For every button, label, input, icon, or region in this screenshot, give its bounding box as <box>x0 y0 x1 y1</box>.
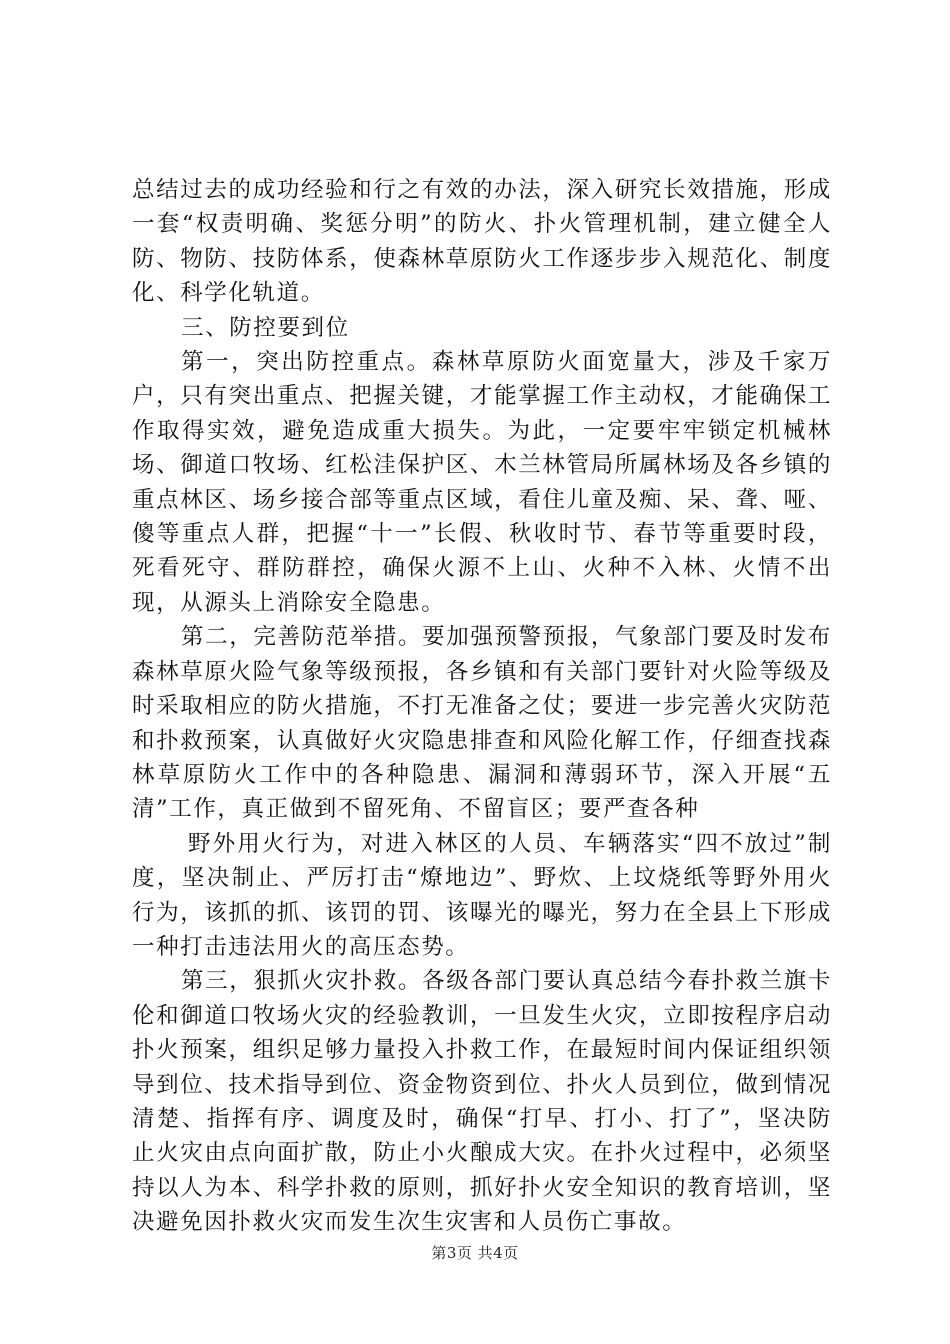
paragraph-continuation: 总结过去的成功经验和行之有效的办法，深入研究长效措施，形成一套“权责明确、奖惩分明”的防火、扑火管理机制，建立健全人防、物防、技防体系，使森林草原防火工作逐步步入规范化、制度化、科学化轨道。 <box>132 177 832 307</box>
paragraph-second-point: 第二，完善防范举措。要加强预警预报，气象部门要及时发布森林草原火险气象等级预报，各乡镇和有关部门要针对火险等级及时采取相应的防火措施，不打无准备之仗；要进一步完善火灾防范和扑救预案，认真做好火灾隐患排查和风险化解工作，仔细查找森林草原防火工作中的各种隐患、漏洞和薄弱环节，深入开展“五清”工作，真正做到不留死角、不留盲区；要严查各种 <box>132 624 832 823</box>
paragraph-outdoor-fire-use: 野外用火行为，对进入林区的人员、车辆落实“四不放过”制度，坚决制止、严厉打击“燎地边”、野炊、上坟烧纸等野外用火行为，该抓的抓、该罚的罚、该曝光的曝光，努力在全县上下形成一种打击违法用火的高压态势。 <box>132 830 832 960</box>
page-footer: 第3页 共4页 <box>431 1244 519 1262</box>
paragraph-first-point: 第一，突出防控重点。森林草原防火面宽量大，涉及千家万户，只有突出重点、把握关键，才能掌握工作主动权，才能确保工作取得实效，避免造成重大损失。为此，一定要牢牢锁定机械林场、御道口牧场、红松洼保护区、木兰林管局所属林场及各乡镇的重点林区、场乡接合部等重点区域，看住儿童及痴、呆、聋、哑、傻等重点人群，把握“十一”长假、秋收时节、春节等重要时段，死看死守、群防群控，确保火源不上山、火种不入林、火情不出现，从源头上消除安全隐患。 <box>132 349 832 616</box>
section-heading-prevention-control: 三、防控要到位 <box>181 314 350 341</box>
document-body <box>132 173 832 1240</box>
paragraph-third-point: 第三，狠抓火灾扑救。各级各部门要认真总结今春扑救兰旗卡伦和御道口牧场火灾的经验教训，一旦发生火灾，立即按程序启动扑火预案，组织足够力量投入扑救工作，在最短时间内保证组织领导到位、技术指导到位、资金物资到位、扑火人员到位，做到情况清楚、指挥有序、调度及时，确保“打早、打小、打了”，坚决防止火灾由点向面扩散，防止小火酿成大灾。在扑火过程中，必须坚持以人为本、科学扑救的原则，抓好扑火安全知识的教育培训，坚决避免因扑救火灾而发生次生灾害和人员伤亡事故。 <box>132 968 832 1236</box>
